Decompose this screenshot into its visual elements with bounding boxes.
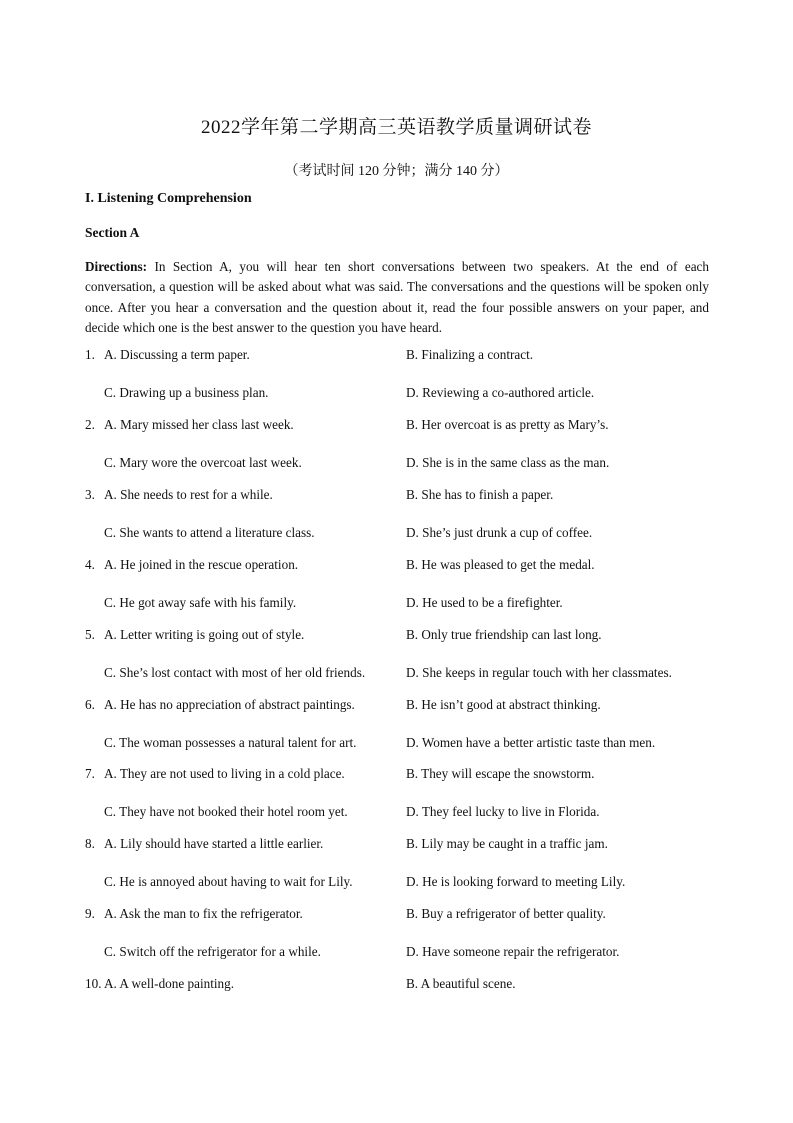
question-number: 3. <box>85 487 95 502</box>
option-b: B. She has to finish a paper. <box>406 487 554 502</box>
exam-title: 2022学年第二学期高三英语教学质量调研试卷 <box>200 117 592 138</box>
question-number: 4. <box>85 557 95 572</box>
option-c: C. Drawing up a business plan. <box>104 385 269 400</box>
question-number: 2. <box>85 417 95 432</box>
option-b: B. Only true friendship can last long. <box>406 627 602 642</box>
option-c: C. The woman possesses a natural talent for art. <box>104 735 357 750</box>
option-a: A. A well-done painting. <box>104 976 235 991</box>
option-b: B. They will escape the snowstorm. <box>406 766 595 781</box>
question-6 <box>0 697 793 767</box>
option-a: A. Mary missed her class last week. <box>104 417 294 432</box>
option-a: A. They are not used to living in a cold place. <box>104 766 345 781</box>
part-heading: I. Listening Comprehension <box>85 191 252 206</box>
option-b: B. He isn’t good at abstract thinking. <box>406 697 601 712</box>
option-a: A. Lily should have started a little earlier. <box>104 836 324 851</box>
option-d: D. Reviewing a co-authored article. <box>406 385 595 400</box>
option-d: D. She is in the same class as the man. <box>406 455 610 470</box>
option-b: B. He was pleased to get the medal. <box>406 557 595 572</box>
option-c: C. They have not booked their hotel room yet. <box>104 804 348 819</box>
question-number: 7. <box>85 766 95 781</box>
directions-paragraph <box>85 257 709 338</box>
option-d: D. Women have a better artistic taste than men. <box>406 735 656 750</box>
question-number: 9. <box>85 906 95 921</box>
question-3 <box>0 487 793 557</box>
option-a: A. Ask the man to fix the refrigerator. <box>104 906 303 921</box>
option-d: D. She’s just drunk a cup of coffee. <box>406 525 593 540</box>
option-a: A. He has no appreciation of abstract paintings. <box>104 697 355 712</box>
option-b: B. Buy a refrigerator of better quality. <box>406 906 606 921</box>
option-c: C. Switch off the refrigerator for a while. <box>104 944 321 959</box>
option-b: B. A beautiful scene. <box>406 976 516 991</box>
option-c: C. She’s lost contact with most of her old friends. <box>104 665 366 680</box>
option-d: D. He used to be a firefighter. <box>406 595 563 610</box>
exam-subtitle: （考试时间 120 分钟；满分 140 分） <box>284 164 509 179</box>
option-b: B. Finalizing a contract. <box>406 347 534 362</box>
question-8 <box>0 836 793 906</box>
option-d: D. They feel lucky to live in Florida. <box>406 804 600 819</box>
option-c: C. He got away safe with his family. <box>104 595 297 610</box>
directions-text: In Section A, you will hear ten short conversations between two speakers. At the end of each conversation, a question will be asked about what was said. The conversations and the questions will be spoken only once. After you hear a conversation and the question about it, read the four possible answers on your paper, and decide which one is the best answer to the question you have heard. <box>85 259 709 335</box>
question-10 <box>0 976 793 1046</box>
option-c: C. Mary wore the overcoat last week. <box>104 455 302 470</box>
option-d: D. Have someone repair the refrigerator. <box>406 944 620 959</box>
question-number: 5. <box>85 627 95 642</box>
option-a: A. Discussing a term paper. <box>104 347 250 362</box>
option-b: B. Lily may be caught in a traffic jam. <box>406 836 608 851</box>
option-b: B. Her overcoat is as pretty as Mary’s. <box>406 417 609 432</box>
section-heading: Section A <box>85 225 140 240</box>
question-2 <box>0 417 793 487</box>
option-a: A. Letter writing is going out of style. <box>104 627 305 642</box>
question-5 <box>0 627 793 697</box>
option-a: A. He joined in the rescue operation. <box>104 557 299 572</box>
question-7 <box>0 766 793 836</box>
option-d: D. He is looking forward to meeting Lily. <box>406 874 626 889</box>
question-1 <box>0 347 793 417</box>
question-number: 1. <box>85 347 95 362</box>
option-a: A. She needs to rest for a while. <box>104 487 273 502</box>
option-c: C. He is annoyed about having to wait for Lily. <box>104 874 353 889</box>
question-9 <box>0 906 793 976</box>
question-number: 6. <box>85 697 95 712</box>
directions-label: Directions: <box>85 259 148 274</box>
option-c: C. She wants to attend a literature class. <box>104 525 315 540</box>
question-number: 10. <box>85 976 102 991</box>
option-d: D. She keeps in regular touch with her classmates. <box>406 665 672 680</box>
question-4 <box>0 557 793 627</box>
question-number: 8. <box>85 836 95 851</box>
